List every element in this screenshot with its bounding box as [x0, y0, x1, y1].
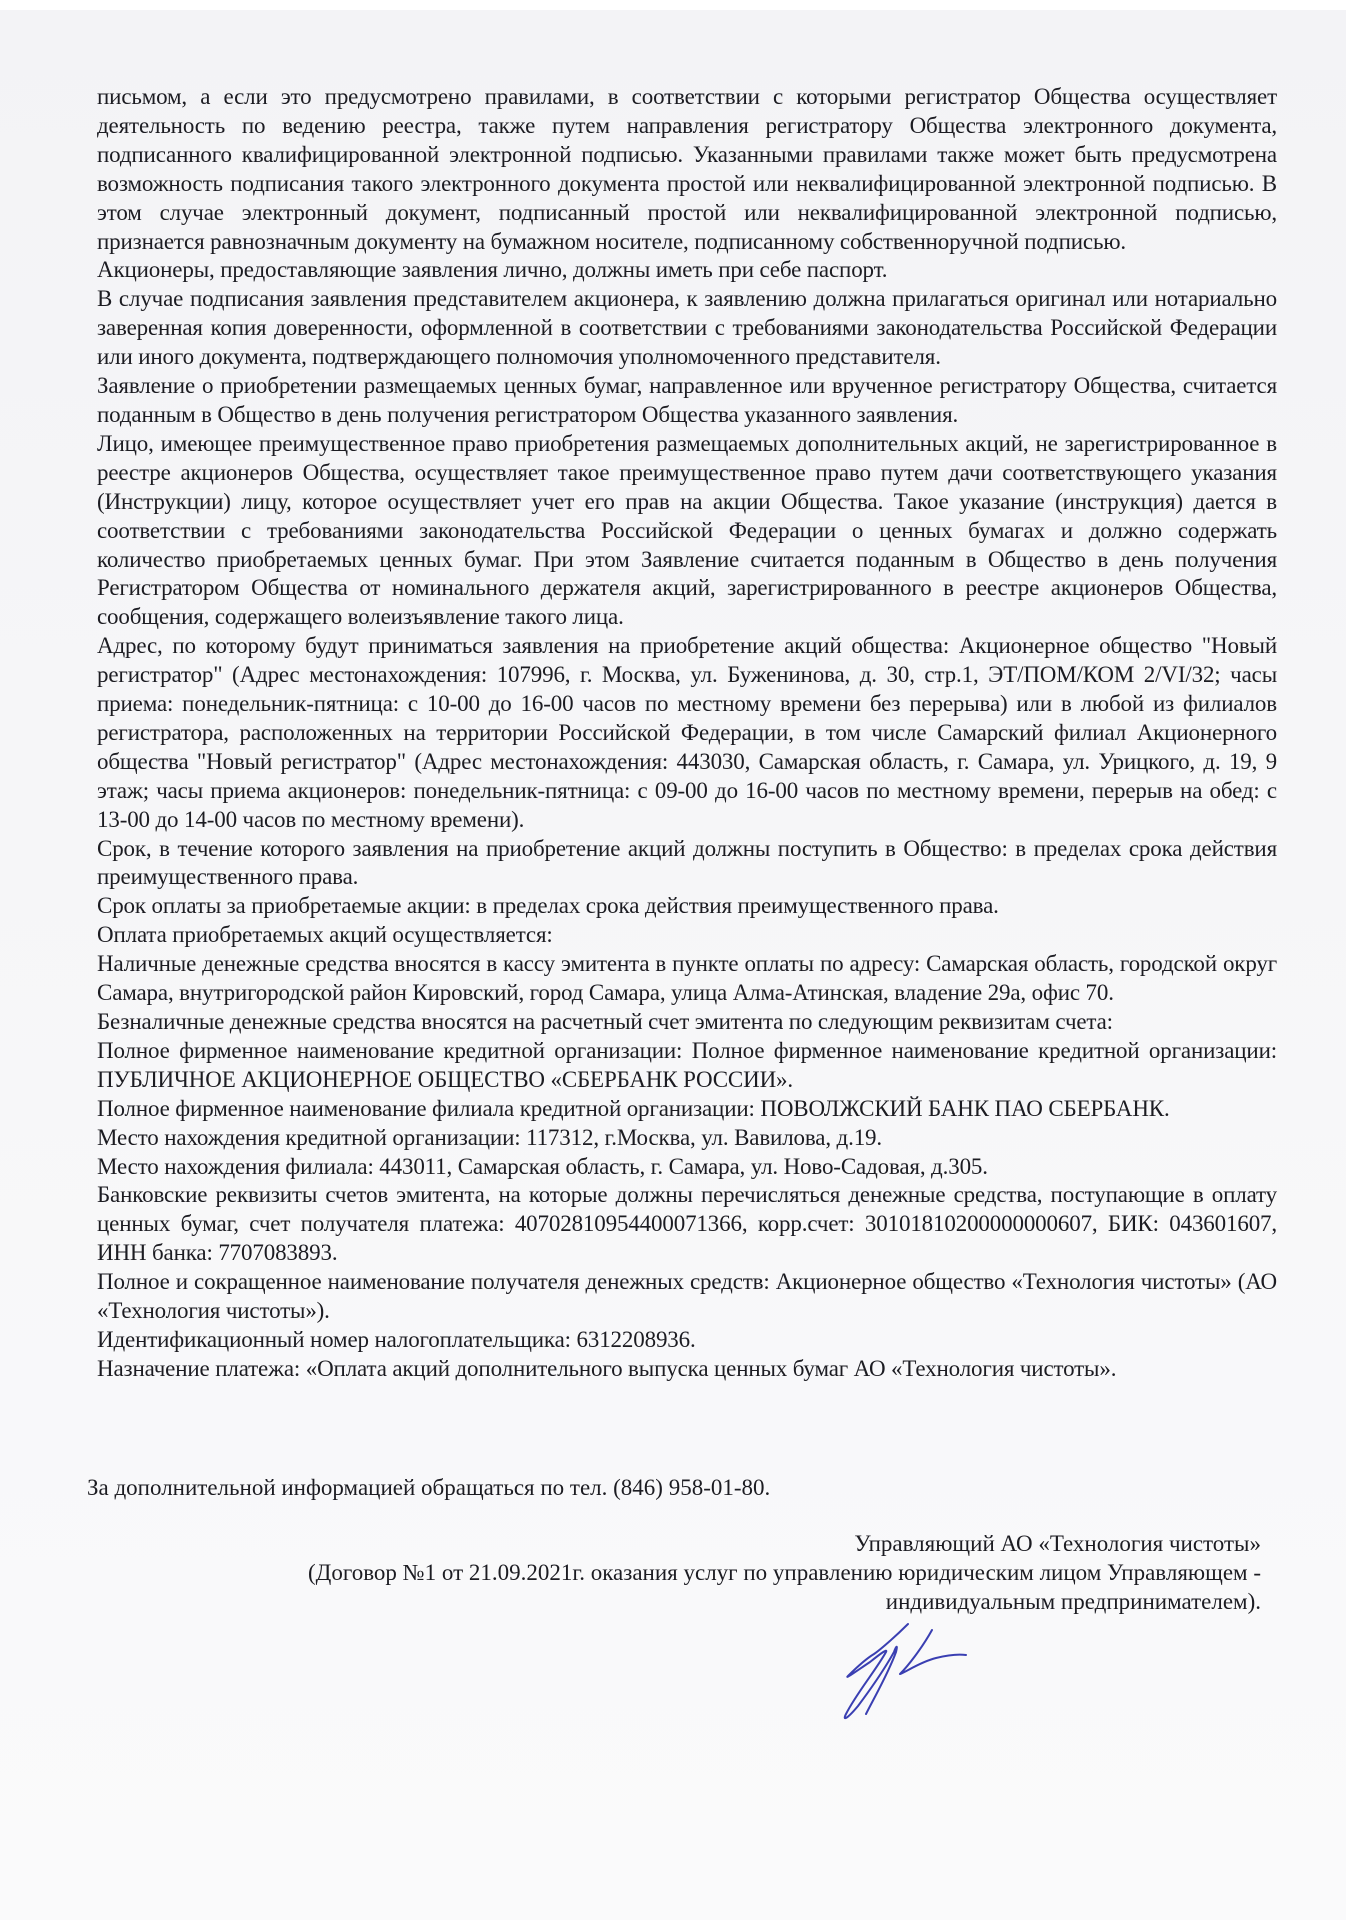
paragraph-application-filing: Заявление о приобретении размещаемых ценных бумаг, направленное или врученное регистратору Общества, считается поданным в Общество в день получения регистратором Общества указанного заявления. [97, 373, 1277, 427]
paragraph-branch-location: Место нахождения филиала: 443011, Самарская область, г. Самара, ул. Ново-Садовая, д.305. [97, 1153, 988, 1179]
paragraph-representative: В случае подписания заявления представителем акционера, к заявлению должна прилагаться оригинал или нотариально заверенная копия доверенности, оформленной в соответствии с требованиями законодательства Российской Федерации или иного документа, подтверждающего полномочия уполномоченного представителя. [97, 286, 1277, 370]
signatory-basis-line-1: (Договор №1 от 21.09.2021г. оказания услуг по управлению юридическим лицом Управляющем - [308, 1560, 1261, 1585]
paragraph-nominee-holder: Лицо, имеющее преимущественное право приобретения размещаемых дополнительных акций, не зарегистрированное в реестре акционеров Общества, осуществляет такое преимущественное право путем дачи соответствующего указания (Инструкции) лицу, которое осуществляет учет его прав на акции Общества. Такое указание (инструкция) дается в соответствии с требованиями законодательства Российской Федерации о ценных бумагах и должно содержать количество приобретаемых ценных бумаг. При этом Заявление считается поданным в Общество в день получения Регистратором Общества от номинального держателя акций, зарегистрированного в реестре акционеров Общества, сообщения, содержащего волеизъявление такого лица. [97, 430, 1277, 630]
paragraph-payment-purpose: Назначение платежа: «Оплата акций дополнительного выпуска ценных бумаг АО «Технология чистоты». [97, 1355, 1117, 1381]
paragraph-recipient-name: Полное и сокращенное наименование получателя денежных средств: Акционерное общество «Технология чистоты» (АО «Технология чистоты»). [97, 1269, 1277, 1324]
paragraph-application-deadline: Срок, в течение которого заявления на приобретение акций должны поступить в Общество: в пределах срока действия преимущественного права. [97, 835, 1277, 890]
paragraph-registrar-address: Адрес, по которому будут приниматься заявления на приобретение акций общества: Акционерное общество "Новый регистратор" (Адрес местонахождения: 107996, г. Москва, ул. Буженинова, д. 30, стр.1, ЭТ/ПОМ/КОМ 2/VI/32; часы приема: понедельник-пятница: с 10-00 до 16-00 часов по местному времени без перерыва) или в любой из филиалов регистратора, расположенных на территории Российской Федерации, в том числе Самарский филиал Акционерного общества "Новый регистратор" (Адрес местонахождения: 443030, Самарская область, г. Самара, ул. Урицкого, д. 19, 9 этаж; часы приема акционеров: понедельник-пятница: с 09-00 до 16-00 часов по местному времени, перерыв на обед: с 13-00 до 14-00 часов по местному времени). [97, 633, 1277, 832]
paragraph-cash-payment: Наличные денежные средства вносятся в кассу эмитента в пункте оплаты по адресу: Самарская область, городской округ Самара, внутригородской район Кировский, город Самара, улица Алма-Атинская, владение 29а, офис 70. [97, 951, 1277, 1006]
paragraph-bank-details: Банковские реквизиты счетов эмитента, на которые должны перечисляться денежные средства, поступающие в оплату ценных бумаг, счет получателя платежа: 40702810954400071366, корр.счет: 30101810200000000607, БИК: 043601607, ИНН банка: 7707083893. [97, 1182, 1277, 1266]
paragraph-noncash-payment: Безналичные денежные средства вносятся на расчетный счет эмитента по следующим реквизитам счета: [97, 1009, 1113, 1034]
paragraph-payment-method: Оплата приобретаемых акций осуществляется: [97, 922, 553, 948]
signatory-title: Управляющий АО «Технология чистоты» [854, 1531, 1261, 1556]
paragraph-bank-branch: Полное фирменное наименование филиала кредитной организации: ПОВОЛЖСКИЙ БАНК ПАО СБЕРБАНК. [97, 1095, 1170, 1121]
paragraph-electronic-signature: письмом, а если это предусмотрено правилами, в соответствии с которыми регистратор Общества осуществляет деятельность по ведению реестра, также путем направления регистратору Общества электронного документа, подписанного квалифицированной электронной подписью. Указанными правилами также может быть предусмотрена возможность подписания такого электронного документа простой или неквалифицированной электронной подписью. В этом случае электронный документ, подписанный простой или неквалифицированной электронной подписью, признается равнозначным документу на бумажном носителе, подписанному собственноручной подписью. [97, 84, 1277, 254]
scanned-page [0, 10, 1346, 1920]
paragraph-bank-location: Место нахождения кредитной организации: 117312, г.Москва, ул. Вавилова, д.19. [97, 1124, 882, 1150]
paragraph-taxpayer-id: Идентификационный номер налогоплательщика: 6312208936. [97, 1326, 696, 1352]
paragraph-payment-deadline: Срок оплаты за приобретаемые акции: в пределах срока действия преимущественного права. [97, 893, 999, 919]
paragraph-bank-name: Полное фирменное наименование кредитной организации: Полное фирменное наименование кредитной организации: ПУБЛИЧНОЕ АКЦИОНЕРНОЕ ОБЩЕСТВО «СБЕРБАНК РОССИИ». [97, 1037, 1277, 1092]
contact-phone-line: За дополнительной информацией обращаться по тел. (846) 958-01-80. [87, 1475, 771, 1500]
paragraph-passport: Акционеры, предоставляющие заявления лично, должны иметь при себе паспорт. [97, 257, 888, 283]
signatory-basis-line-2: индивидуальным предпринимателем). [885, 1589, 1261, 1614]
signatory-block [211, 1529, 1261, 1616]
document-body [97, 83, 1277, 1384]
handwritten-signature [836, 1622, 971, 1732]
